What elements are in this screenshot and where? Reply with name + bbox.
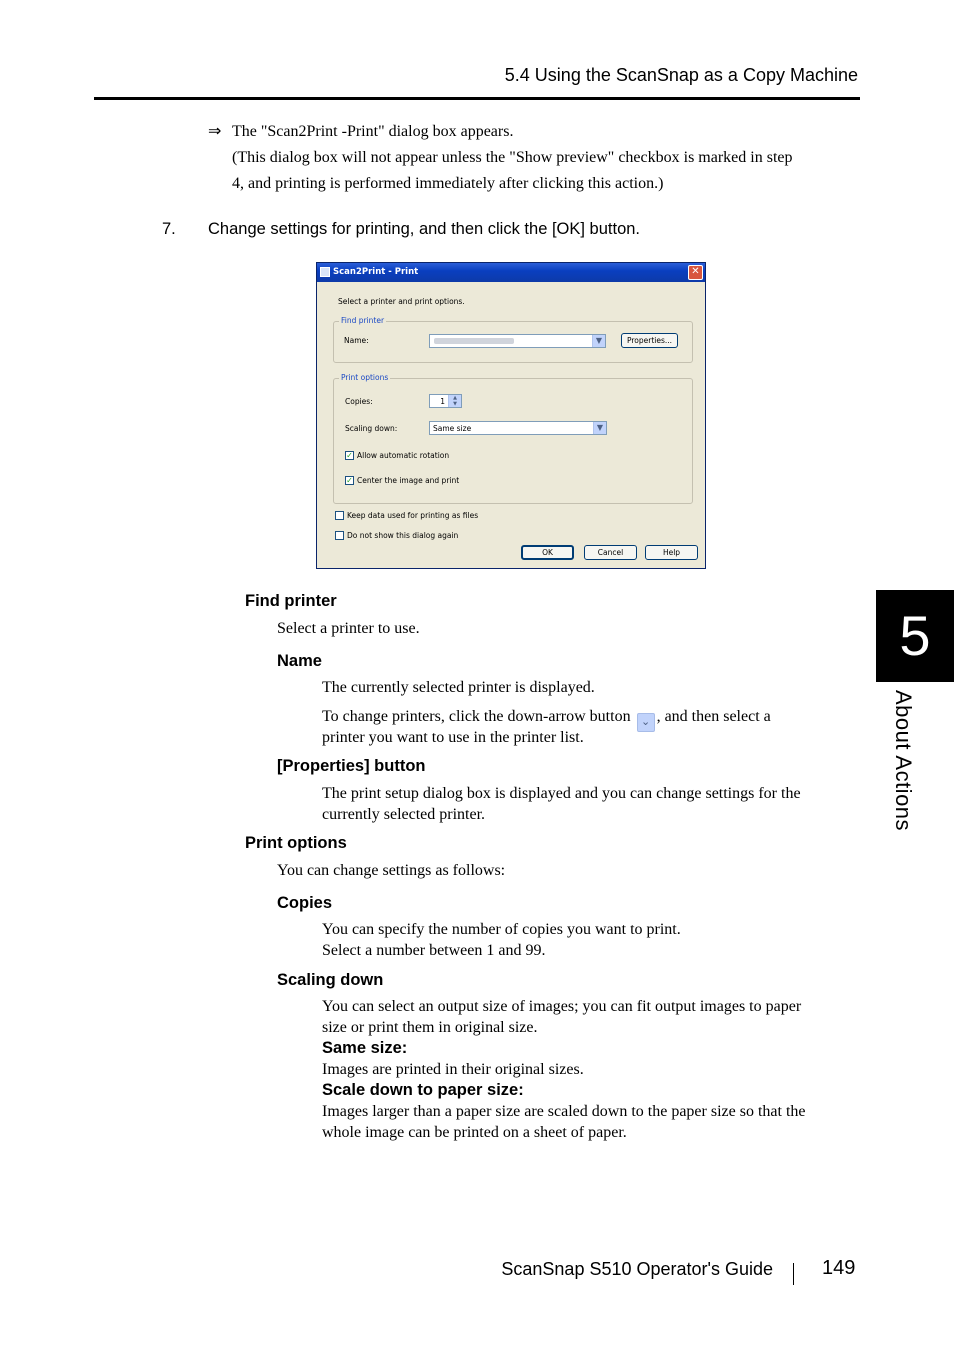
allow-rotation-checkbox[interactable]: ✓ [346,451,353,460]
same-size-desc: Images are printed in their original sizes. [322,1061,584,1078]
copies-spinner[interactable] [429,394,462,408]
cancel-button[interactable]: Cancel [584,545,637,560]
chapter-label-text: About Actions [891,690,916,832]
footer-guide: ScanSnap S510 Operator's Guide [501,1259,773,1279]
print-dialog [316,262,706,569]
find-printer-group [333,316,693,363]
properties-desc-1: The print setup dialog box is displayed and you can change settings for the [322,785,801,802]
spinner-arrows-icon[interactable]: ▲ ▼ [448,395,461,407]
print-options-heading: Print options [245,834,347,852]
scaling-desc-2: size or print them in original size. [322,1019,538,1036]
find-printer-desc: Select a printer to use. [277,620,420,637]
ok-button[interactable]: OK [521,545,574,560]
running-header: 5.4 Using the ScanSnap as a Copy Machine [504,65,858,85]
step-number: 7. [162,220,176,238]
name-label: Name: [344,336,369,345]
scale-down-heading: Scale down to paper size: [322,1081,524,1099]
intro-line-3: 4, and printing is performed immediately after clicking this action.) [232,175,664,192]
app-icon [320,267,330,277]
down-arrow-icon: ⌄ [637,713,655,732]
center-image-checkbox[interactable]: ✓ [346,476,353,485]
scale-down-desc-2: whole image can be printed on a sheet of paper. [322,1124,627,1141]
intro-line-2: (This dialog box will not appear unless the "Show preview" checkbox is marked in step [232,149,793,166]
name-desc-2a: To change printers, click the down-arrow button [322,708,631,725]
dialog-instruction: Select a printer and print options. [338,297,465,306]
scaling-label: Scaling down: [345,424,398,433]
copies-desc-1: You can specify the number of copies you want to print. [322,921,681,938]
chapter-label [880,690,930,830]
footer-separator [793,1263,794,1285]
printer-name-value [434,338,514,344]
print-options-desc: You can change settings as follows: [277,862,506,879]
center-image-label: Center the image and print [357,476,460,485]
scaling-combo[interactable] [429,421,607,435]
copies-desc-2: Select a number between 1 and 99. [322,942,546,959]
name-desc-2b: , and then select a [656,708,771,725]
copies-value: 1 [440,397,445,406]
print-options-group [333,373,693,504]
print-options-legend: Print options [341,373,389,382]
chapter-tab: 5 [876,590,954,682]
scaling-desc-1: You can select an output size of images; you can fit output images to paper [322,998,802,1015]
step-text: Change settings for printing, and then click the [OK] button. [208,220,641,238]
do-not-show-checkbox[interactable] [335,531,344,540]
chevron-down-icon[interactable]: ▼ [592,335,605,347]
allow-rotation-label: Allow automatic rotation [357,451,450,460]
keep-data-label: Keep data used for printing as files [347,511,479,520]
properties-heading: [Properties] button [277,757,426,775]
printer-name-combo[interactable] [429,334,606,348]
help-button[interactable]: Help [645,545,698,560]
result-arrow: ⇒ [208,123,222,140]
copies-heading: Copies [277,894,333,912]
dialog-title: Scan2Print - Print [333,267,419,277]
same-size-heading: Same size: [322,1039,408,1057]
scaling-value: Same size [433,424,472,433]
name-desc-3: printer you want to use in the printer list. [322,729,584,746]
copies-label: Copies: [345,397,373,406]
name-desc-1: The currently selected printer is displayed. [322,679,595,696]
dialog-titlebar [317,263,705,282]
name-heading: Name [277,652,322,670]
keep-data-checkbox[interactable] [335,511,344,520]
scaling-heading: Scaling down [277,971,384,989]
find-printer-heading: Find printer [245,592,337,610]
page-number: 149 [822,1257,856,1279]
chevron-down-icon[interactable]: ▼ [593,422,606,434]
intro-line-1: The "Scan2Print -Print" dialog box appears. [232,123,514,140]
scale-down-desc-1: Images larger than a paper size are scaled down to the paper size so that the [322,1103,806,1120]
close-icon[interactable]: ✕ [688,265,703,280]
properties-desc-2: currently selected printer. [322,806,486,823]
properties-button[interactable]: Properties... [621,333,678,348]
header-rule [94,97,860,100]
find-printer-legend: Find printer [341,316,385,325]
do-not-show-label: Do not show this dialog again [347,531,459,540]
